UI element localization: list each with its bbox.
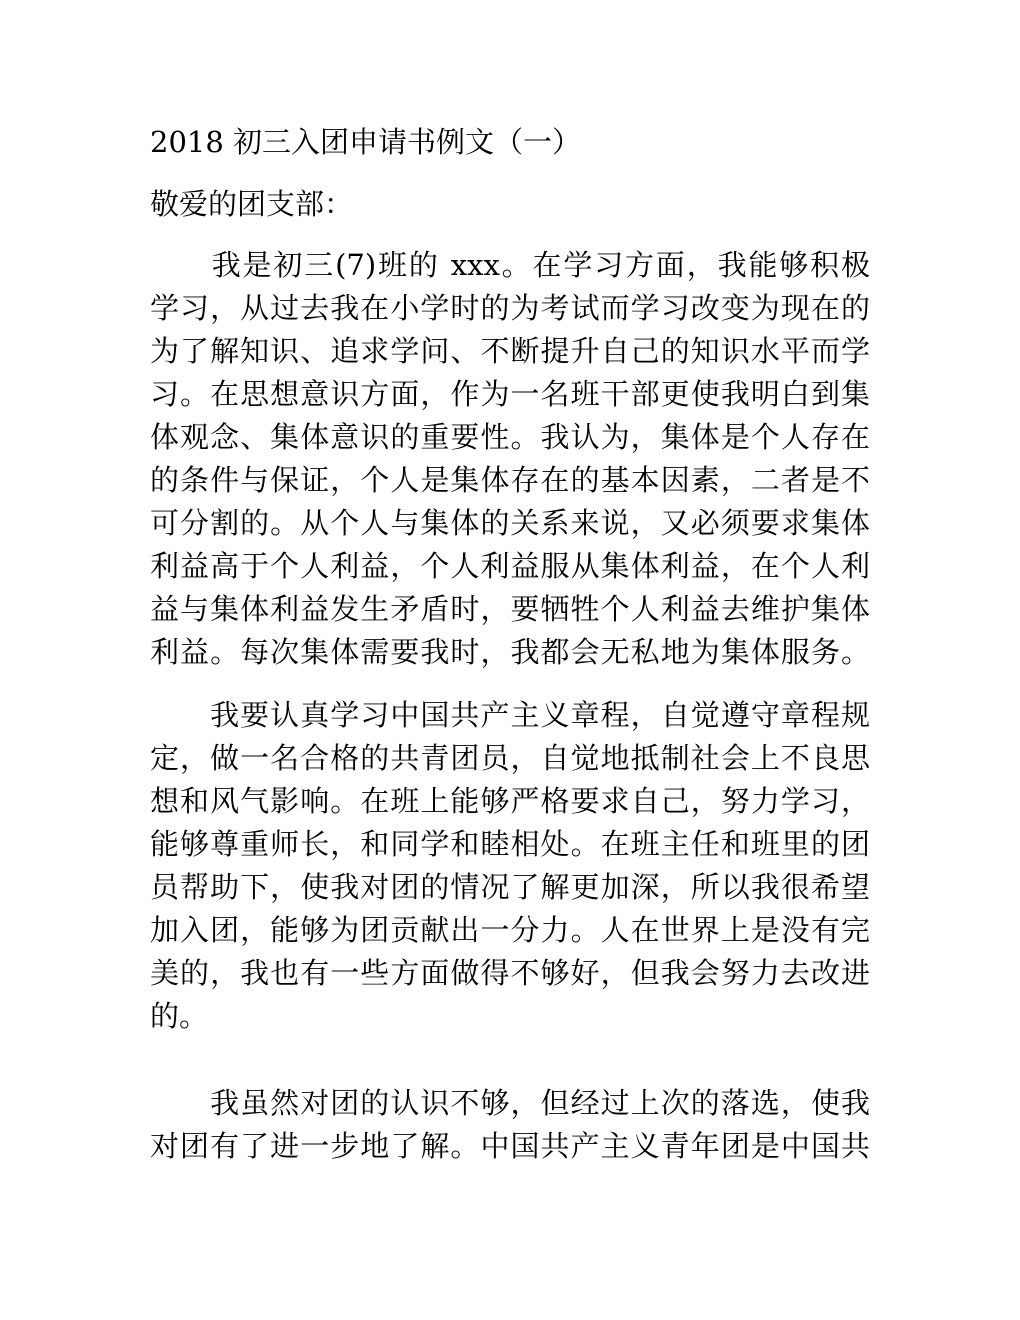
salutation: 敬爱的团支部： — [150, 187, 354, 221]
paragraph-line: 想和风气影响。在班上能够严格要求自己，努力学习， — [150, 784, 870, 818]
paragraph-line: 能够尊重师长，和同学和睦相处。在班主任和班里的团 — [150, 827, 870, 861]
paragraph-line: 定，做一名合格的共青团员，自觉地抵制社会上不良思 — [150, 741, 870, 775]
paragraph-line: 我要认真学习中国共产主义章程，自觉遵守章程规 — [150, 698, 870, 732]
paragraph-line: 为了解知识、追求学问、不断提升自己的知识水平而学 — [150, 334, 870, 368]
paragraph-line: 利益。每次集体需要我时，我都会无私地为集体服务。 — [150, 635, 870, 669]
paragraph-line: 的条件与保证，个人是集体存在的基本因素，二者是不 — [150, 463, 870, 497]
paragraph-line: 员帮助下，使我对团的情况了解更加深，所以我很希望 — [150, 870, 870, 904]
paragraph-line: 对团有了进一步地了解。中国共产主义青年团是中国共 — [150, 1129, 870, 1163]
paragraph-line: 习。在思想意识方面，作为一名班干部更使我明白到集 — [150, 377, 870, 411]
paragraph-line: 体观念、集体意识的重要性。我认为，集体是个人存在 — [150, 420, 870, 454]
paragraph-line: 的。 — [150, 999, 209, 1033]
paragraph-line: 可分割的。从个人与集体的关系来说，又必须要求集体 — [150, 506, 870, 540]
paragraph-line: 学习，从过去我在小学时的为考试而学习改变为现在的 — [150, 291, 870, 325]
paragraph-line: 利益高于个人利益，个人利益服从集体利益，在个人利 — [150, 549, 870, 583]
paragraph-line: 我虽然对团的认识不够，但经过上次的落选，使我 — [150, 1086, 870, 1120]
paragraph-line: 加入团，能够为团贡献出一分力。人在世界上是没有完 — [150, 913, 870, 947]
paragraph-line: 益与集体利益发生矛盾时，要牺牲个人利益去维护集体 — [150, 592, 870, 626]
paragraph-line: 美的，我也有一些方面做得不够好，但我会努力去改进 — [150, 956, 870, 990]
paragraph-line: 我是初三(7)班的 xxx。在学习方面，我能够积极 — [150, 248, 870, 282]
document-title: 2018 初三入团申请书例文（一） — [150, 125, 582, 159]
